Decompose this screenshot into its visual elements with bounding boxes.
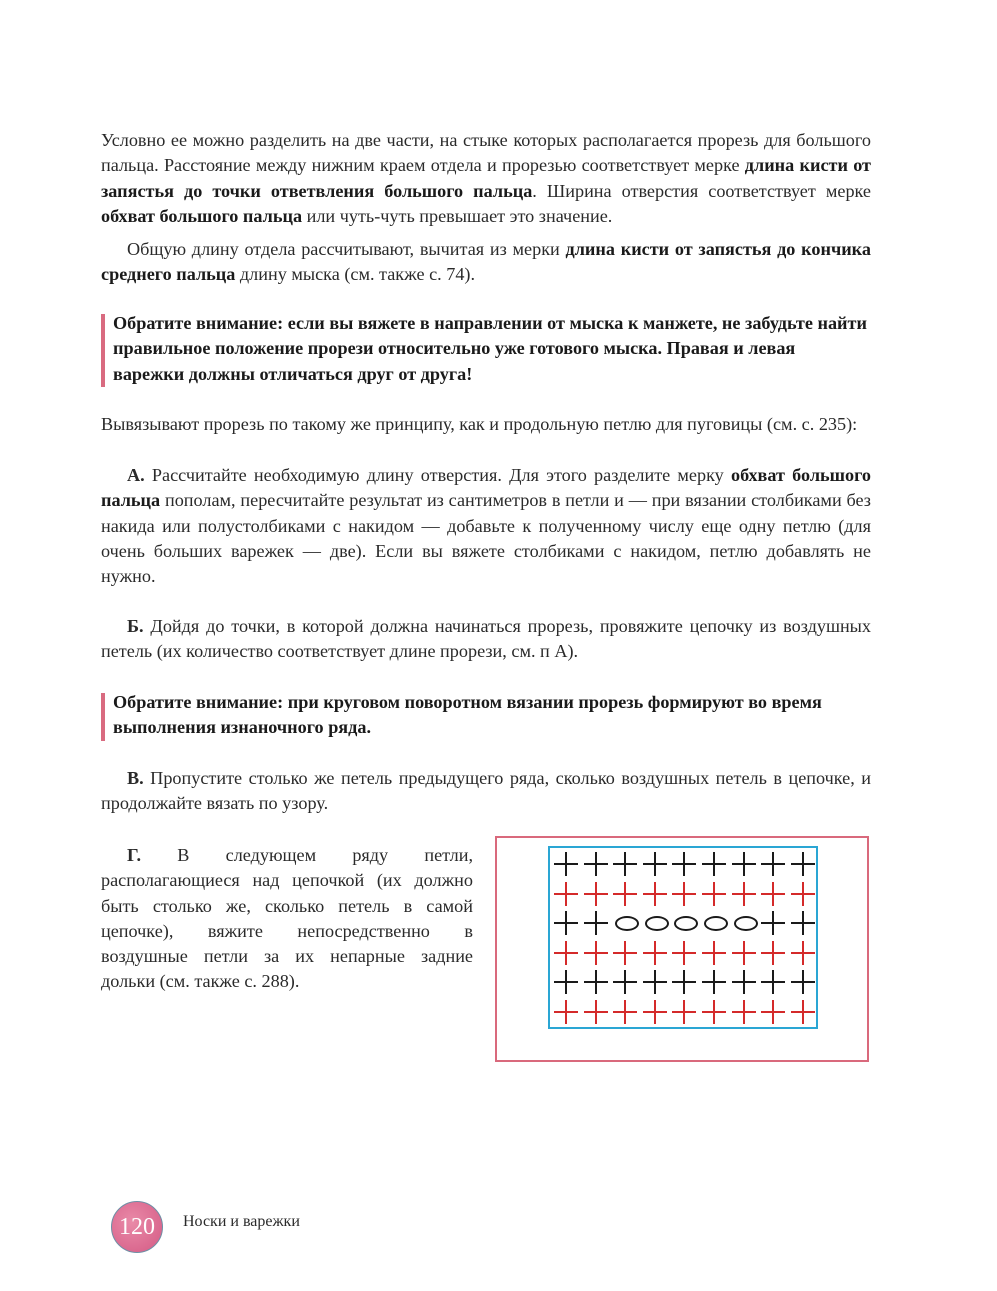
single-crochet-stitch-icon — [760, 998, 786, 1026]
single-crochet-stitch-icon — [642, 880, 668, 908]
single-crochet-stitch-icon — [612, 998, 638, 1026]
single-crochet-stitch-icon — [642, 998, 668, 1026]
single-crochet-stitch-icon — [583, 909, 609, 937]
single-crochet-stitch-icon — [671, 998, 697, 1026]
note-text: если вы вяжете в направлении от мыска к манжете, не забудьте найти правильное положение прорези относительно уже готового мыска. Правая и левая варежки должны отличаться друг от друга! — [113, 313, 867, 384]
paragraph-text: Вывязывают прорезь по такому же принципу, как и продольную петлю для пуговицы (см. с. 235): — [101, 414, 858, 434]
single-crochet-stitch-icon — [642, 850, 668, 878]
single-crochet-stitch-icon — [553, 998, 579, 1026]
chart-row — [553, 909, 815, 937]
paragraph-text: . Ширина отверстия соответствует мерке — [532, 180, 871, 201]
single-crochet-stitch-icon — [701, 968, 727, 996]
step-text: Дойдя до точки, в которой должна начинаться прорезь, провяжите цепочку из воздушных петель (их количество соответствует длине прорези, см. п А). — [101, 616, 871, 662]
single-crochet-stitch-icon — [790, 998, 816, 1026]
single-crochet-stitch-icon — [583, 968, 609, 996]
single-crochet-stitch-icon — [790, 850, 816, 878]
single-crochet-stitch-icon — [553, 880, 579, 908]
attention-note-rotary — [101, 690, 871, 741]
single-crochet-stitch-icon — [790, 968, 816, 996]
paragraph-text: Общую длину отдела рассчитывают, вычитая из мерки — [127, 239, 566, 259]
measurement-term: обхват большого пальца — [101, 465, 872, 511]
single-crochet-stitch-icon — [790, 939, 816, 967]
single-crochet-stitch-icon — [701, 880, 727, 908]
single-crochet-stitch-icon — [612, 880, 638, 908]
chart-row — [553, 850, 815, 878]
note-label: Обратите внимание: — [113, 313, 284, 333]
single-crochet-stitch-icon — [731, 939, 757, 967]
single-crochet-stitch-icon — [790, 909, 816, 937]
paragraph-text: Рассчитайте необходимую длину отверстия. Для этого разделите мерку — [144, 465, 731, 485]
chain-stitch-icon — [612, 909, 638, 937]
single-crochet-stitch-icon — [612, 968, 638, 996]
note-label: Обратите внимание: — [113, 692, 284, 712]
note-accent-bar — [101, 314, 105, 387]
single-crochet-stitch-icon — [701, 998, 727, 1026]
single-crochet-stitch-icon — [790, 880, 816, 908]
single-crochet-stitch-icon — [671, 968, 697, 996]
paragraph-thumb-slot-intro — [101, 128, 871, 229]
single-crochet-stitch-icon — [642, 939, 668, 967]
single-crochet-stitch-icon — [701, 850, 727, 878]
single-crochet-stitch-icon — [760, 968, 786, 996]
chain-stitch-icon — [731, 909, 757, 937]
chart-row — [553, 998, 815, 1026]
paragraph-slot-principle — [101, 412, 871, 437]
single-crochet-stitch-icon — [731, 850, 757, 878]
attention-note-direction — [101, 311, 871, 387]
paragraph-text: Условно ее можно разделить на две части, на стыке которых располагается прорезь для большого пальца. Расстояние между нижним краем отдела и прорезью соответствует мерке — [101, 130, 871, 176]
crochet-stitch-chart — [553, 850, 815, 1026]
single-crochet-stitch-icon — [671, 880, 697, 908]
measurement-term: длина кисти от запястья до точки ответвления большого пальца — [101, 155, 871, 201]
paragraph-text: или чуть-чуть превышает это значение. — [302, 205, 613, 226]
single-crochet-stitch-icon — [760, 909, 786, 937]
chain-stitch-icon — [671, 909, 697, 937]
step-g — [101, 843, 473, 995]
step-b — [101, 614, 871, 665]
step-letter: А. — [127, 465, 145, 485]
single-crochet-stitch-icon — [612, 850, 638, 878]
measurement-term: длина кисти от запястья до кончика среднего пальца — [101, 239, 871, 285]
measurement-term: обхват большого пальца — [101, 205, 303, 226]
single-crochet-stitch-icon — [760, 850, 786, 878]
note-accent-bar — [101, 693, 105, 741]
single-crochet-stitch-icon — [760, 880, 786, 908]
chart-row — [553, 880, 815, 908]
step-text: В следующем ряду петли, располагающиеся над цепочкой (их должно быть столько же, сколько петель в самой цепочке), вяжите непосредственно в воздушные петли за их непарные задние дольки (см. также с. 288). — [101, 845, 473, 992]
single-crochet-stitch-icon — [553, 939, 579, 967]
chart-row — [553, 968, 815, 996]
single-crochet-stitch-icon — [553, 968, 579, 996]
single-crochet-stitch-icon — [583, 850, 609, 878]
single-crochet-stitch-icon — [612, 939, 638, 967]
running-footer-title: Носки и варежки — [183, 1213, 300, 1230]
single-crochet-stitch-icon — [760, 939, 786, 967]
single-crochet-stitch-icon — [642, 968, 668, 996]
paragraph-text: пополам, пересчитайте результат из сантиметров в петли и — при вязании столбиками без накида или полустолбиками с накидом — добавьте к полученному числу еще одну петлю (для очень больших варежек — две). Если вы вяжете столбиками с накидом, петлю добавлять не нужно. — [101, 490, 871, 587]
single-crochet-stitch-icon — [731, 880, 757, 908]
step-letter: Б. — [127, 616, 144, 636]
paragraph-text: длину мыска (см. также с. 74). — [235, 264, 476, 285]
single-crochet-stitch-icon — [583, 998, 609, 1026]
chain-stitch-icon — [701, 909, 727, 937]
single-crochet-stitch-icon — [583, 939, 609, 967]
single-crochet-stitch-icon — [701, 939, 727, 967]
step-letter: Г. — [127, 845, 142, 865]
step-letter: В. — [127, 768, 144, 788]
paragraph-total-length — [101, 237, 871, 288]
single-crochet-stitch-icon — [731, 968, 757, 996]
single-crochet-stitch-icon — [731, 998, 757, 1026]
step-text: Пропустите столько же петель предыдущего ряда, сколько воздушных петель в цепочке, и продолжайте вязать по узору. — [101, 768, 871, 814]
single-crochet-stitch-icon — [553, 850, 579, 878]
single-crochet-stitch-icon — [583, 880, 609, 908]
chart-row — [553, 939, 815, 967]
chain-stitch-icon — [642, 909, 668, 937]
single-crochet-stitch-icon — [553, 909, 579, 937]
single-crochet-stitch-icon — [671, 850, 697, 878]
note-text: при круговом поворотном вязании прорезь формируют во время выполнения изнаночного ряда. — [113, 692, 822, 738]
single-crochet-stitch-icon — [671, 939, 697, 967]
page-number: 120 — [119, 1213, 155, 1240]
step-a — [101, 463, 871, 589]
step-v — [101, 766, 871, 817]
page-number-badge — [111, 1201, 163, 1253]
